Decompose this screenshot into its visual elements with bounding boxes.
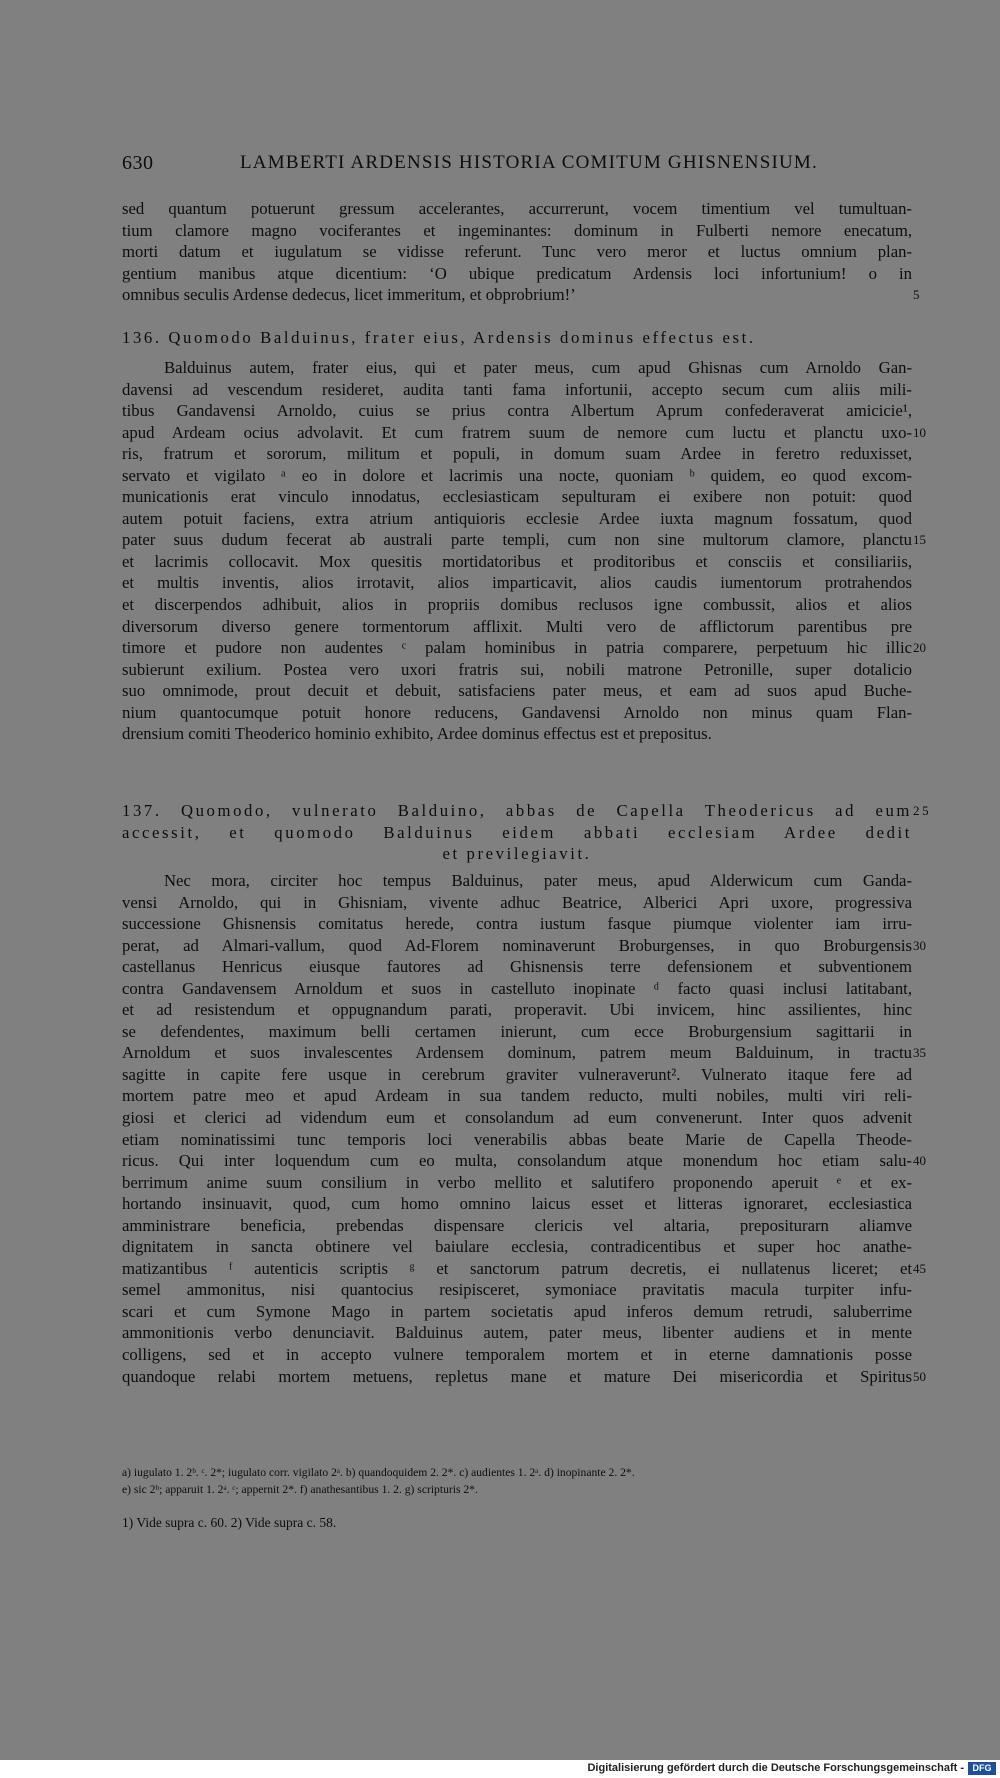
text-line xyxy=(122,198,912,220)
text-line-text: apud Ardeam ocius advolavit. Et cum fratrem suum de nemore cum luctu et planctu uxo- xyxy=(122,422,912,442)
text-line xyxy=(122,465,912,487)
line-number: 20 xyxy=(913,640,926,656)
line-number: 30 xyxy=(913,937,926,953)
text-line-text: ammonitionis verbo denunciavit. Balduinus autem, pater meus, libenter audiens et in mente xyxy=(122,1323,912,1343)
text-line xyxy=(122,1064,912,1086)
text-line-text: morti datum et iugulatum se vidisse referunt. Tunc vero meror et luctus omnium plan- xyxy=(122,242,912,262)
text-line-text: colligens, sed et in accepto vulnere temporalem mortem et in eterne damnationis posse xyxy=(122,1345,912,1365)
text-line xyxy=(122,443,912,465)
page-number: 630 xyxy=(122,152,154,174)
line-number: 25 xyxy=(913,803,932,818)
text-line xyxy=(122,1107,912,1129)
text-line-text: amministrare beneficia, prebendas dispensare clericis vel altaria, prepositurarn aliamve xyxy=(122,1215,912,1235)
page-header xyxy=(122,152,912,182)
text-line xyxy=(122,1344,912,1366)
dfg-logo: DFG xyxy=(968,1762,996,1775)
line-number: 10 xyxy=(913,424,926,440)
variant-note-line: a) iugulato 1. 2ᵇ. ᶜ. 2*; iugulato corr. vigilato 2ᵃ. b) quandoquidem 2. 2*. c) audientes 1. 2ᵃ. d) inopinante 2. 2*. xyxy=(122,1466,635,1479)
chapter-137-body xyxy=(122,870,926,1387)
text-line xyxy=(122,913,912,935)
text-line-text: matizantibus ᶠ autenticis scriptis ᵍ et sanctorum patrum decretis, ei nullatenus liceret; et xyxy=(122,1258,912,1278)
text-line xyxy=(122,263,912,285)
text-line xyxy=(122,616,912,638)
text-line-text: pater suus dudum fecerat ab australi parte templi, cum non sine multorum clamore, planctu xyxy=(122,530,912,550)
text-line-text: sagitte in capite fere usque in cerebrum graviter vulneraverunt². Vulnerato itaque fere ad xyxy=(122,1064,912,1084)
line-number: 15 xyxy=(913,532,926,548)
text-line-text: vensi Arnoldo, qui in Ghisniam, vivente adhuc Beatrice, Alberici Apri uxore, progressiva xyxy=(122,892,912,912)
text-line xyxy=(122,508,912,530)
text-line-text: timore et pudore non audentes ᶜ palam hominibus in patria comparere, perpetuum hic illic xyxy=(122,638,912,658)
text-line xyxy=(122,680,912,702)
chapter-136-body xyxy=(122,357,926,745)
text-line xyxy=(122,978,912,1000)
text-line-text: quandoque relabi mortem metuens, repletus mane et mature Dei misericordia et Spiritus xyxy=(122,1366,912,1386)
text-line-text: hortando insinuavit, quod, cum homo omnino laicus esset et litteras ignoraret, ecclesiastica xyxy=(122,1194,912,1214)
text-line xyxy=(122,1150,926,1172)
text-line-text: drensium comiti Theoderico hominio exhibito, Ardee dominus effectus est et prepositus. xyxy=(122,724,712,744)
heading-line xyxy=(122,843,912,865)
text-line xyxy=(122,1215,912,1237)
text-line-text: tium clamore magno vociferantes et ingeminantes: dominum in Fulberti nemore enecatum, xyxy=(122,220,912,240)
text-line xyxy=(122,486,912,508)
text-line-text: subierunt exilium. Postea vero uxori fratris sui, nobili matrone Petronille, super dotalicio xyxy=(122,659,912,679)
text-line-text: davensi ad vescendum resideret, audita tanti fama infortunii, accepto secum cum aliis mili- xyxy=(122,379,912,399)
text-line xyxy=(122,935,926,957)
text-line-text: gentium manibus atque dicentium: ‘O ubique predicatum Ardensis loci infortunium! o in xyxy=(122,263,912,283)
text-line xyxy=(122,220,912,242)
heading-line-text: accessit, et quomodo Balduinus eidem abbati ecclesiam Ardee dedit xyxy=(122,822,912,842)
running-title: LAMBERTI ARDENSIS HISTORIA COMITUM GHISNENSIUM. xyxy=(240,152,818,173)
text-line xyxy=(122,1085,912,1107)
heading-line xyxy=(122,822,912,844)
paragraph-top xyxy=(122,198,920,306)
text-line xyxy=(122,659,912,681)
text-line xyxy=(122,594,912,616)
text-line xyxy=(122,1236,912,1258)
text-line xyxy=(122,284,920,306)
text-line-text: ricus. Qui inter loquendum cum eo multa, consolandum atque monendum hoc etiam salu- xyxy=(122,1151,912,1171)
text-line xyxy=(122,551,912,573)
heading-line-text: et previlegiavit. xyxy=(442,844,592,864)
footer-credit: Digitalisierung gefördert durch die Deutsche Forschungsgemeinschaft - xyxy=(587,1762,964,1774)
text-line-text: servato et vigilato ᵃ eo in dolore et lacrimis una nocte, quoniam ᵇ quidem, eo quod excom- xyxy=(122,465,912,485)
text-line xyxy=(122,241,912,263)
text-line-text: sed quantum potuerunt gressum accelerantes, accurrerunt, vocem timentium vel tumultuan- xyxy=(122,199,912,218)
text-line xyxy=(122,1021,912,1043)
text-line xyxy=(122,1042,926,1064)
text-line-text: Arnoldum et suos invalescentes Ardensem dominum, patrem meum Balduinum, in tractu xyxy=(122,1043,912,1063)
text-line xyxy=(122,637,926,659)
text-line-text: mortem patre meo et apud Ardeam in sua tandem reducto, multi nobiles, multi viri reli- xyxy=(122,1086,912,1106)
heading-line xyxy=(122,800,932,822)
text-line xyxy=(122,1258,926,1280)
footer-bar xyxy=(0,1760,1000,1778)
heading-line-text: 137. Quomodo, vulnerato Balduino, abbas de Capella Theodericus ad eum xyxy=(122,801,912,820)
text-line xyxy=(122,400,912,422)
variant-note-line: e) sic 2ᵇ; apparuit 1. 2ᵃ. ᶜ; appernit 2*. f) anathesantibus 1. 2. g) scripturis 2*. xyxy=(122,1483,478,1496)
text-line xyxy=(122,422,926,444)
line-number: 35 xyxy=(913,1045,926,1061)
text-line-text: Balduinus autem, frater eius, qui et pater meus, cum apud Ghisnas cum Arnoldo Gan- xyxy=(164,358,912,377)
text-line-text: berrimum anime suum consilium in verbo mellito et salutifero proponendo aperuit ᵉ et ex- xyxy=(122,1172,912,1192)
text-line-text: perat, ad Almari-vallum, quod Ad-Florem nominaverunt Broburgenses, in quo Broburgensis xyxy=(122,935,912,955)
text-line xyxy=(122,1193,912,1215)
text-line xyxy=(122,870,912,892)
text-line-text: et multis inventis, alios irrotavit, alios imparticavit, alios caudis iumentorum protrahendos xyxy=(122,573,912,593)
text-line-text: se defendentes, maximum belli certamen inierunt, cum ecce Broburgensium sagittarii in xyxy=(122,1021,912,1041)
text-line-text: dignitatem in sancta obtinere vel baiulare ecclesia, contradicentibus et super hoc anathe- xyxy=(122,1237,912,1257)
text-line xyxy=(122,379,912,401)
chapter-137-heading xyxy=(122,800,932,865)
text-line-text: ris, fratrum et sororum, militum et populi, in domum suam Ardee in feretro reduxisset, xyxy=(122,444,912,464)
line-number: 5 xyxy=(913,287,920,303)
text-line xyxy=(122,892,912,914)
text-line xyxy=(122,999,912,1021)
text-line-text: etiam nominatissimi tunc temporis loci venerabilis abbas beate Marie de Capella Theode- xyxy=(122,1129,912,1149)
source-notes: 1) Vide supra c. 60. 2) Vide supra c. 58. xyxy=(122,1515,337,1530)
text-line xyxy=(122,1279,912,1301)
text-line-text: castellanus Henricus eiusque fautores ad Ghisnensis terre defensionem et subventionem xyxy=(122,957,912,977)
line-number: 45 xyxy=(913,1260,926,1276)
text-line xyxy=(122,572,912,594)
text-line-text: et discerpendos adhibuit, alios in propriis domibus reclusos igne combussit, alios et alios xyxy=(122,595,912,615)
text-line xyxy=(122,529,926,551)
text-line-text: semel ammonitus, nisi quantocius resipisceret, symoniace pravitatis macula turpiter infu- xyxy=(122,1280,912,1300)
text-line xyxy=(122,1301,912,1323)
heading-line: 136. Quomodo Balduinus, frater eius, Ardensis dominus effectus est. xyxy=(122,328,756,347)
text-line-text: nium quantocumque potuit honore reducens, Gandavensi Arnoldo non minus quam Flan- xyxy=(122,702,912,722)
text-line-text: omnibus seculis Ardense dedecus, licet immeritum, et obprobrium!’ xyxy=(122,285,576,305)
text-line-text: tibus Gandavensi Arnoldo, cuius se prius contra Albertum Aprum confederaverat amicicie¹, xyxy=(122,401,912,421)
text-line xyxy=(122,702,912,724)
line-number: 50 xyxy=(913,1368,926,1384)
text-line-text: municationis erat vinculo innodatus, ecclesiasticam sepulturam ei exibere non potuit: quod xyxy=(122,487,912,507)
line-number: 40 xyxy=(913,1153,926,1169)
text-line-text: diversorum diverso genere tormentorum afflixit. Multi vero de afflictorum parentibus pre xyxy=(122,616,912,636)
text-line xyxy=(122,1366,926,1388)
text-line-text: autem potuit faciens, extra atrium antiquioris ecclesie Ardee iuxta magnum fossatum, quod xyxy=(122,508,912,528)
text-line xyxy=(122,357,912,379)
text-line-text: suo omnimode, prout decuit et debuit, satisfaciens pater meus, et eam ad suos apud Buche- xyxy=(122,681,912,701)
text-line-text: scari et cum Symone Mago in partem societatis apud inferos demum retrudi, saluberrime xyxy=(122,1301,912,1321)
text-line-text: contra Gandavensem Arnoldum et suos in castelluto inopinate ᵈ facto quasi inclusi latitabant, xyxy=(122,978,912,998)
text-line-text: et ad resistendum et oppugnandum parati, properavit. Ubi invicem, hinc assilientes, hinc xyxy=(122,1000,912,1020)
variant-notes xyxy=(122,1464,912,1498)
text-line-text: Nec mora, circiter hoc tempus Balduinus, pater meus, apud Alderwicum cum Ganda- xyxy=(164,871,912,890)
chapter-136-heading xyxy=(122,327,912,349)
text-line xyxy=(122,1172,912,1194)
text-line-text: successione Ghisnensis comitatus herede, contra iustum fasque piumque violenter iam irru- xyxy=(122,914,912,934)
text-line-text: giosi et clerici ad videndum eum et consolandum ad eum convenerunt. Inter quos advenit xyxy=(122,1108,912,1128)
text-line xyxy=(122,956,912,978)
text-line xyxy=(122,723,912,745)
text-line xyxy=(122,1322,912,1344)
text-line-text: et lacrimis collocavit. Mox quesitis mortidatoribus et proditoribus et consciis et consiliariis, xyxy=(122,551,912,571)
text-line xyxy=(122,1129,912,1151)
